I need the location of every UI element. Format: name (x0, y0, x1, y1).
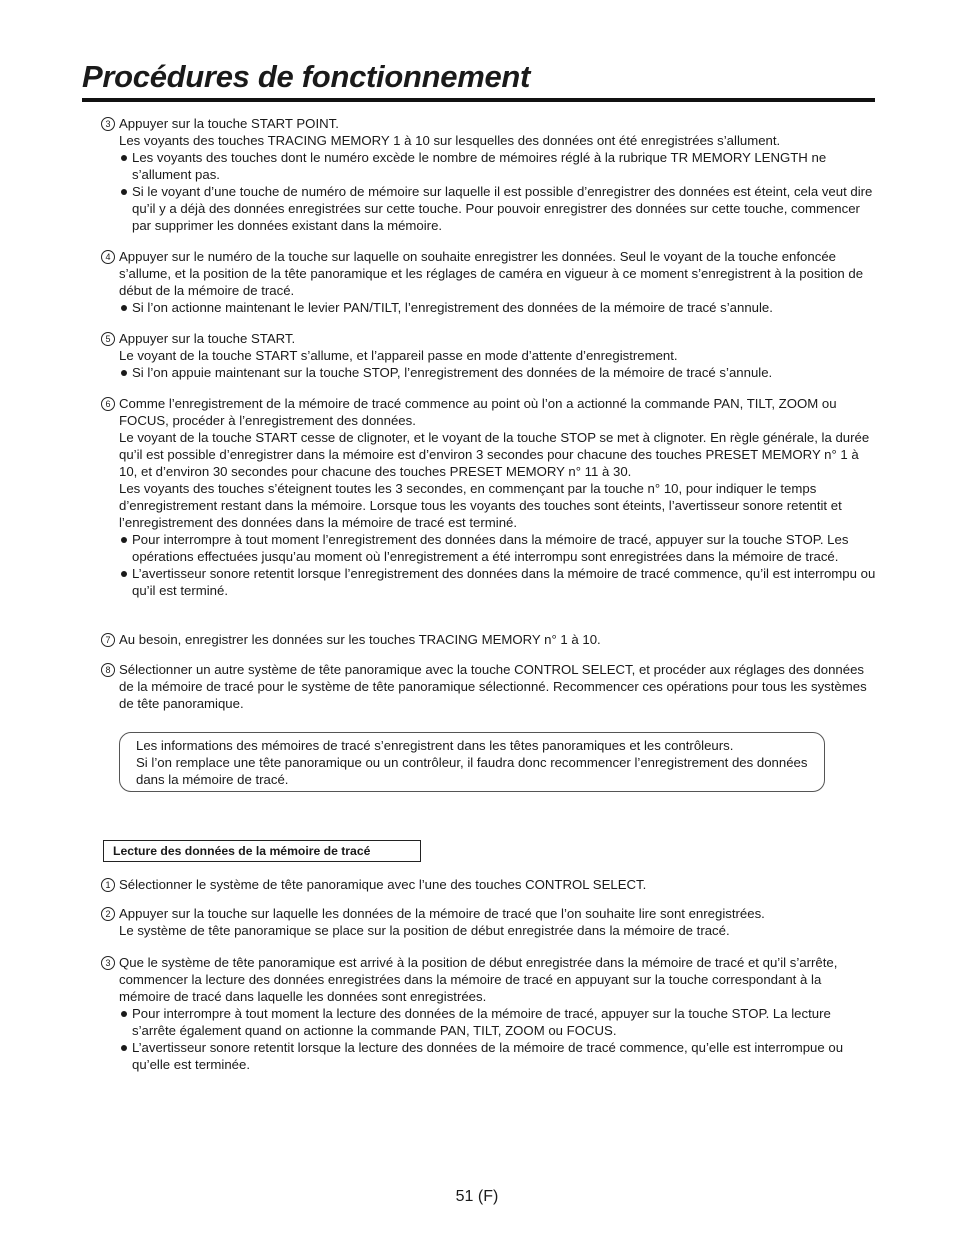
step-text: Appuyer sur la touche START. (119, 331, 296, 346)
playback-step-3 (100, 954, 876, 1073)
step-number-badge: 7 (101, 633, 115, 647)
step-text: Au besoin, enregistrer les données sur les touches TRACING MEMORY n° 1 à 10. (119, 632, 601, 647)
title-rule (82, 98, 875, 102)
bullet-item: Pour interrompre à tout moment l’enregistrement des données dans la mémoire de tracé, appuyer sur la touche STOP. Les opérations effectuées jusqu’au moment où l’enregistrement a été interrompu sont enregistrées dans la mémoire de tracé. (119, 531, 876, 565)
step-text: Le voyant de la touche START s’allume, et l’appareil passe en mode d’attente d’enregistrement. (119, 348, 678, 363)
bullet-item: Si le voyant d’une touche de numéro de mémoire sur laquelle il est possible d’enregistrer des données est éteint, cela veut dire qu’il y a déjà des données enregistrées sur cette touche. Pour pouvoir enregistrer des données sur cette touche, commencer par supprimer les données existant dans la mémoire. (119, 183, 876, 234)
step-7-repeat (100, 631, 876, 648)
step-text: Le voyant de la touche START cesse de clignoter, et le voyant de la touche STOP se met à clignoter. En règle générale, la durée qu’il est possible d’enregistrer dans la mémoire est d’environ 3 secondes pour chacune des touches PRESET MEMORY n° 1 à 10, et d’environ 30 secondes pour chacune des touches PRESET MEMORY n° 11 à 30. (119, 430, 870, 479)
playback-step-2 (100, 905, 876, 939)
step-number-badge: 4 (101, 250, 115, 264)
step-number-badge: 1 (101, 878, 115, 892)
page-number: 51 (F) (455, 1188, 499, 1205)
playback-step-1 (100, 876, 876, 893)
note-text: Si l’on remplace une tête panoramique ou un contrôleur, il faudra donc recommencer l’enregistrement des données dans la mémoire de tracé. (136, 755, 808, 787)
bullet-item: Si l’on actionne maintenant le levier PAN/TILT, l’enregistrement des données de la mémoire de tracé s’annule. (119, 299, 876, 316)
note-box (119, 732, 825, 792)
step-number-badge: 6 (101, 397, 115, 411)
step-text: Comme l’enregistrement de la mémoire de tracé commence au point où l’on a actionné la commande PAN, TILT, ZOOM ou FOCUS, procéder à l’enregistrement des données. (119, 396, 837, 428)
step-number-badge: 3 (101, 956, 115, 970)
step-number-badge: 2 (101, 907, 115, 921)
bullet-item: Pour interrompre à tout moment la lecture des données de la mémoire de tracé, appuyer sur la touche STOP. La lecture s’arrête également quand on actionne la commande PAN, TILT, ZOOM ou FOCUS. (119, 1005, 876, 1039)
section-heading: Lecture des données de la mémoire de tracé (103, 840, 421, 862)
step-text: Sélectionner le système de tête panoramique avec l’une des touches CONTROL SELECT. (119, 877, 647, 892)
step-number-badge: 5 (101, 332, 115, 346)
step-number-badge: 8 (101, 663, 115, 677)
step-text: Les voyants des touches TRACING MEMORY 1 à 10 sur lesquelles des données ont été enregistrées s’allument. (119, 133, 781, 148)
bullet-item: L’avertisseur sonore retentit lorsque la lecture des données de la mémoire de tracé commence, qu’elle est interrompue ou qu’elle est terminée. (119, 1039, 876, 1073)
bullet-item: Si l’on appuie maintenant sur la touche STOP, l’enregistrement des données de la mémoire de tracé s’annule. (119, 364, 876, 381)
page-title: Procédures de fonctionnement (82, 59, 531, 94)
step-5-start (100, 330, 876, 381)
step-text: Sélectionner un autre système de tête panoramique avec la touche CONTROL SELECT, et procéder aux réglages des données de la mémoire de tracé pour le système de tête panoramique sélectionné. Recommencer ces opérations pour tous les systèmes de tête panoramique. (119, 662, 867, 711)
step-8-other-system (100, 661, 876, 712)
step-text: Appuyer sur le numéro de la touche sur laquelle on souhaite enregistrer les données. Seul le voyant de la touche enfoncée s’allume, et la position de la tête panoramique et les réglages de caméra en vigueur à ce moment s’enregistrent à la position de début de la mémoire de tracé. (119, 249, 864, 298)
bullet-item: Les voyants des touches dont le numéro excède le nombre de mémoires réglé à la rubrique TR MEMORY LENGTH ne s’allument pas. (119, 149, 876, 183)
step-number-badge: 3 (101, 117, 115, 131)
bullet-item: L’avertisseur sonore retentit lorsque l’enregistrement des données dans la mémoire de tracé commence, qu’il est interrompu ou qu’il est terminé. (119, 565, 876, 599)
step-text: Les voyants des touches s’éteignent toutes les 3 secondes, en commençant par la touche n° 10, pour indiquer le temps d’enregistrement restant dans la mémoire. Lorsque tous les voyants des touches sont éteints, l’avertisseur sonore retentit et l’enregistrement des données dans la mémoire de tracé est terminé. (119, 481, 842, 530)
note-text: Les informations des mémoires de tracé s’enregistrent dans les têtes panoramiques et les contrôleurs. (136, 738, 734, 753)
step-text: Que le système de tête panoramique est arrivé à la position de début enregistrée dans la mémoire de tracé et qu’il s’arrête, commencer la lecture des données enregistrées dans la mémoire de tracé en appuyant sur la touche correspondant à la mémoire de tracé dans laquelle les données sont enregistrées. (119, 955, 838, 1004)
step-3-start-point (100, 115, 876, 234)
step-6-record (100, 395, 876, 599)
step-text: Appuyer sur la touche START POINT. (119, 116, 339, 131)
step-text: Appuyer sur la touche sur laquelle les données de la mémoire de tracé que l’on souhaite lire sont enregistrées. (119, 906, 765, 921)
step-text: Le système de tête panoramique se place sur la position de début enregistrée dans la mémoire de tracé. (119, 923, 730, 938)
step-4-select-key (100, 248, 876, 316)
